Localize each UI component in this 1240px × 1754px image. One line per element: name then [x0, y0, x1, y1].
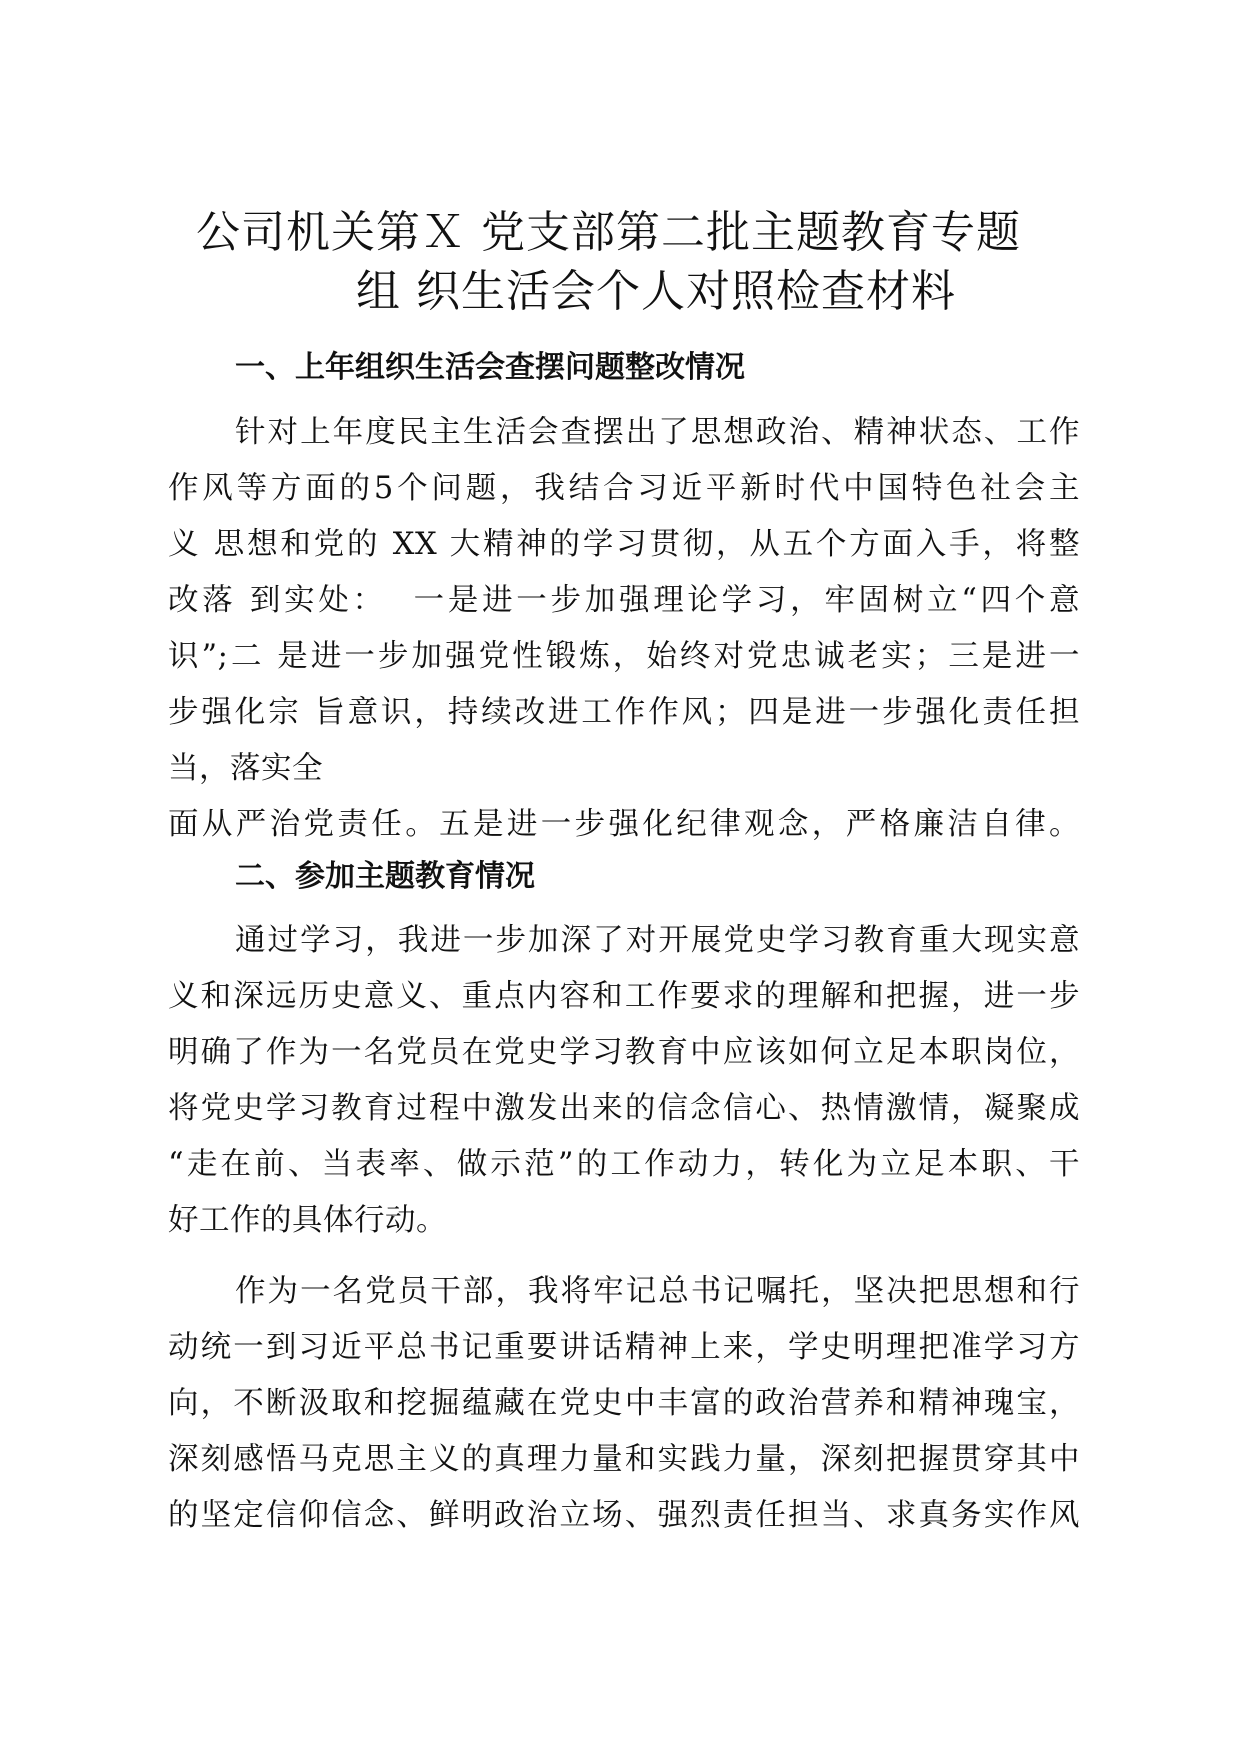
paragraph-line: 改落 到实处： 一是进一步加强理论学习，牢固树立“四个意: [168, 583, 1080, 618]
paragraph-line: 面从严治党责任。五是进一步强化纪律观念，严格廉洁自律。: [168, 807, 1080, 842]
paragraph-line: 向，不断汲取和挖掘蕴藏在党史中丰富的政治营养和精神瑰宝，: [168, 1386, 1080, 1421]
paragraph-line: 动统一到习近平总书记重要讲话精神上来，学史明理把准学习方: [168, 1330, 1080, 1365]
paragraph-line: 的坚定信仰信念、鲜明政治立场、强烈责任担当、求真务实作风: [168, 1498, 1080, 1533]
paragraph-line: 深刻感悟马克思主义的真理力量和实践力量，深刻把握贯穿其中: [168, 1442, 1080, 1477]
paragraph-line: 针对上年度民主生活会查摆出了思想政治、精神状态、工作: [235, 415, 1080, 450]
paragraph-line: 义 思想和党的 XX 大精神的学习贯彻，从五个方面入手，将整: [168, 527, 1080, 562]
paragraph-line: 识”;二 是进一步加强党性锻炼，始终对党忠诚老实；三是进一: [168, 639, 1080, 674]
document-title-line-2: 组 织生活会个人对照检查材料: [356, 266, 956, 317]
document-title-line-1: 公司机关第Ｘ 党支部第二批主题教育专题: [196, 207, 1021, 258]
paragraph-line: 明确了作为一名党员在党史学习教育中应该如何立足本职岗位，: [168, 1035, 1080, 1070]
paragraph-line: 作为一名党员干部，我将牢记总书记嘱托，坚决把思想和行: [235, 1274, 1080, 1309]
paragraph-line: 将党史学习教育过程中激发出来的信念信心、热情激情，凝聚成: [168, 1091, 1080, 1126]
paragraph-line: 好工作的具体行动。: [168, 1203, 447, 1238]
paragraph-line: 通过学习，我进一步加深了对开展党史学习教育重大现实意: [235, 923, 1080, 958]
paragraph-line: 当，落实全: [168, 751, 323, 786]
paragraph-line: 义和深远历史意义、重点内容和工作要求的理解和把握，进一步: [168, 979, 1080, 1014]
paragraph-line: 作风等方面的5个问题，我结合习近平新时代中国特色社会主: [168, 471, 1080, 506]
section-heading-1: 一、上年组织生活会查摆问题整改情况: [235, 350, 745, 385]
paragraph-line: “走在前、当表率、做示范”的工作动力，转化为立足本职、干: [168, 1147, 1080, 1182]
paragraph-line: 步强化宗 旨意识，持续改进工作作风；四是进一步强化责任担: [168, 695, 1080, 730]
section-heading-2: 二、参加主题教育情况: [235, 859, 535, 894]
